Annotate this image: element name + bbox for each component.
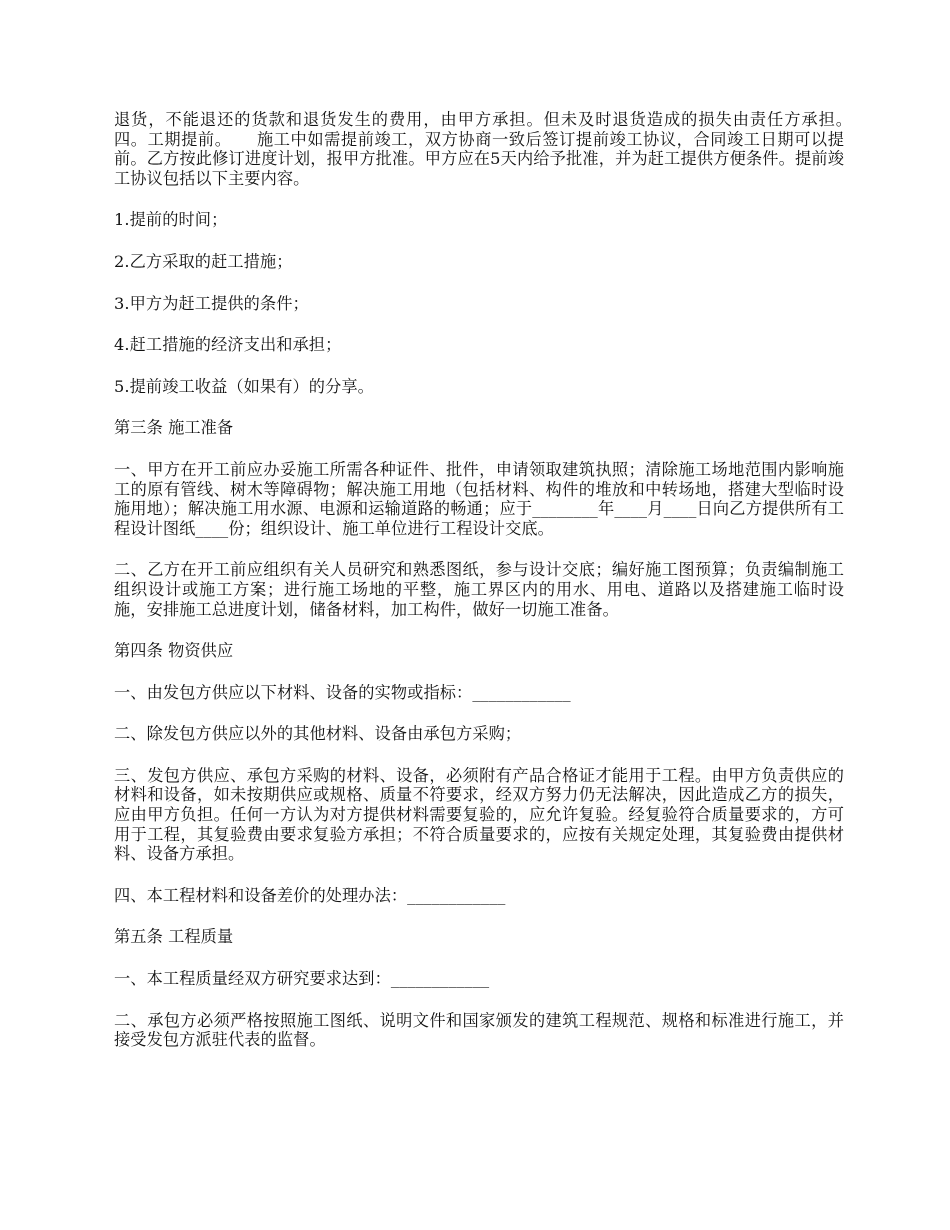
paragraph-article-4-clause-2: 二、除发包方供应以外的其他材料、设备由承包方采购； bbox=[114, 724, 522, 744]
paragraph-article-5-clause-1: 一、本工程质量经双方研究要求达到：____________ bbox=[114, 969, 490, 989]
paragraph-article-4-clause-3: 三、发包方供应、承包方采购的材料、设备，必须附有产品合格证才能用于工程。由甲方负责供应的材料和设备，如未按期供应或规格、质量不符要求，经双方努力仍无法解决，因此造成乙方的损失，应由甲方负担。任何一方认为对方提供材料需要复验的，应允许复验。经复验符合质量要求的，方可用于工程，其复验费由要求复验方承担；不符合质量要求的，应按有关规定处理，其复验费由提供材料、设备方承担。 bbox=[114, 765, 844, 864]
list-item-party-a-conditions: 3.甲方为赶工提供的条件； bbox=[114, 293, 309, 313]
document-page bbox=[114, 110, 877, 1072]
section-heading-article-5: 第五条 工程质量 bbox=[114, 927, 234, 947]
section-heading-article-4: 第四条 物资供应 bbox=[114, 641, 234, 661]
list-item-rush-costs: 4.赶工措施的经济支出和承担； bbox=[114, 335, 342, 355]
paragraph-article-3-clause-1: 一、甲方在开工前应办妥施工所需各种证件、批件，申请领取建筑执照；清除施工场地范围内影响施工的原有管线、树木等障碍物；解决施工用地（包括材料、构件的堆放和中转场地，搭建大型临时设施用地）；解决施工用水源、电源和运输道路的畅通；应于________年____月____日向乙方提供所有工程设计图纸____份；组织设计、施工单位进行工程设计交底。 bbox=[114, 459, 844, 538]
paragraph-article-3-clause-2: 二、乙方在开工前应组织有关人员研究和熟悉图纸，参与设计交底；编好施工图预算；负责编制施工组织设计或施工方案；进行施工场地的平整，施工界区内的用水、用电、道路以及搭建施工临时设施，安排施工总进度计划，储备材料，加工构件，做好一切施工准备。 bbox=[114, 560, 844, 619]
section-heading-article-3: 第三条 施工准备 bbox=[114, 418, 234, 438]
paragraph-article-4-clause-1: 一、由发包方供应以下材料、设备的实物或指标：____________ bbox=[114, 682, 571, 702]
list-item-advance-time: 1.提前的时间； bbox=[114, 210, 228, 230]
list-item-benefit-sharing: 5.提前竣工收益（如果有）的分享。 bbox=[114, 376, 374, 396]
list-item-rush-measures: 2.乙方采取的赶工措施； bbox=[114, 251, 293, 271]
paragraph-article-5-clause-2: 二、承包方必须严格按照施工图纸、说明文件和国家颁发的建筑工程规范、规格和标准进行施工，并接受发包方派驻代表的监督。 bbox=[114, 1010, 844, 1050]
paragraph-early-completion: 退货，不能退还的货款和退货发生的费用，由甲方承担。但未及时退货造成的损失由责任方承担。 四。工期提前。 施工中如需提前竣工，双方协商一致后签订提前竣工协议，合同竣工日期可以提前。乙方按此修订进度计划，报甲方批准。甲方应在5天内给予批准，并为赶工提供方便条件。提前竣工协议包括以下主要内容。 bbox=[114, 110, 877, 188]
paragraph-article-4-clause-4: 四、本工程材料和设备差价的处理办法：____________ bbox=[114, 885, 506, 905]
